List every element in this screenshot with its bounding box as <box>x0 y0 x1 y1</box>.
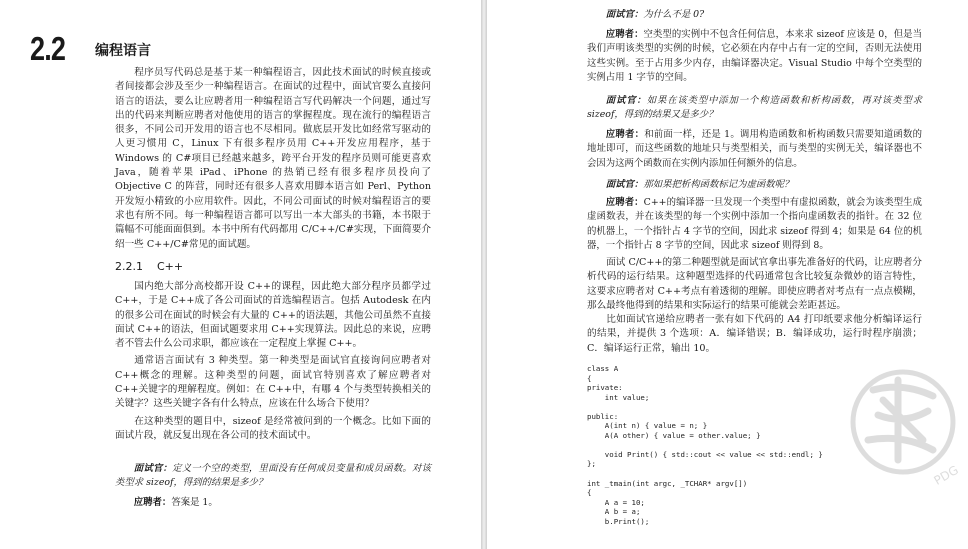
pdg-seal-watermark <box>838 360 968 490</box>
dialog-answer-3: 应聘者：和前面一样，还是 1。调用构造函数和析构函数只需要知道函数的地址即可，而这些函数的地址只与类型相关，而与类型的实例无关，编译器也不会因为这两个函数而在实例内添加任何额外的信息。 <box>587 129 922 169</box>
dialog-answer-1: 应聘者：答案是 1。 <box>133 497 218 508</box>
paragraph-4: 面试 C/C++的第二种题型就是面试官拿出事先准备好的代码，让应聘者分析代码的运行结果。这种题型选择的代码通常包含比较复杂微妙的语言特性，这要求应聘者对 C++考点有着透彻的理解。即使应聘者对考点有一点点模糊，那么最终他得到的结果和实际运行的结果可能就会差距甚远。 <box>587 257 922 311</box>
candidate-label: 应聘者： <box>133 497 172 508</box>
chapter-title: 编程语言 <box>95 43 151 59</box>
paragraph-3: 在这种类型的题目中，sizeof 是经常被问到的一个概念。比如下面的面试片段，就反复出现在各公司的技术面试中。 <box>115 415 431 441</box>
section-title: C++ <box>157 260 184 273</box>
paragraph-1: 国内绝大部分高校都开设 C++的课程，因此绝大部分程序员都学过 C++，于是 C++成了各公司面试的首选编程语言。包括 Autodesk 在内的很多公司在面试的时候会有大量的 C++的语法题，其他公司虽然不直接面试 C++的语法，但面试题要求用 C++实现算法。因此总的来说，应聘者不管去什么公司求职，都应该在一定程度上掌握 C++。 <box>115 281 431 350</box>
section-heading <box>115 260 183 273</box>
dialog-answer-2: 应聘者：空类型的实例中不包含任何信息，本来求 sizeof 应该是 0，但是当我们声明该类型的实例的时候，它必须在内存中占有一定的空间，否则无法使用这些实例。至于占用多少内存，由编译器决定。Visual Studio 中每个空类型的实例占用 1 字节的空间。 <box>587 29 922 84</box>
code-listing: class A { private: int value; public: A(int n) { value = n; } A(A other) { value = other.value; } void Print() { std::cout << value << std::endl; } }; int _tmain(int argc, _TCHAR* argv[]) { A a = 10; A b = a; b.Print(); <box>587 364 823 526</box>
section-number: 2.2.1 <box>115 260 143 273</box>
cpp-paragraphs <box>115 280 431 443</box>
dialog-question-4: 面试官：那如果把析构函数标记为虚函数呢？ <box>605 179 794 190</box>
code-question-paragraphs <box>587 256 922 356</box>
dialog-question-3: 面试官：如果在该类型中添加一个构造函数和析构函数，再对该类型求 sizeof，得到的结果又是多少？ <box>587 95 922 121</box>
dialog-question-1: 面试官：定义一个空的类型，里面没有任何成员变量和成员函数。对该类型求 sizeof，得到的结果是多少？ <box>115 463 431 489</box>
chapter-number: 2.2 <box>30 30 66 67</box>
paragraph-2: 通常语言面试有 3 种类型。第一种类型是面试官直接询问应聘者对 C++概念的理解。这种类型的问题，面试官特别喜欢了解应聘者对 C++关键字的理解程度。例如：在 C++中，有哪 4 个与类型转换相关的关键字？这些关键字各有什么特点，应该在什么场合下使用？ <box>115 355 431 410</box>
dialog-answer-4: 应聘者：C++的编译器一旦发现一个类型中有虚拟函数，就会为该类型生成虚函数表，并在该类型的每一个实例中添加一个指向虚函数表的指针。在 32 位的机器上，一个指针占 4 字节的空间，因此求 sizeof 得到 4；如果是 64 位的机器，一个指针占 8 字节的空间，因此求 sizeof 则得到 8。 <box>587 197 922 252</box>
intro-paragraph: 程序员写代码总是基于某一种编程语言，因此技术面试的时候直接或者间接都会涉及至少一种编程语言。在面试的过程中，面试官要么直接问语言的语法，要么让应聘者用一种编程语言写代码解决一个问题，通过写出的代码来判断应聘者对他使用的语言的掌握程度。现在流行的编程语言很多，不同公司开发用的语言也不尽相同。做底层开发比如经常写驱动的人更习惯用 C，Linux 下有很多程序员用 C++开发应用程序，基于 Windows 的 C#项目已经越来越多，跨平台开发的程序员则可能更喜欢 Java，随着苹果 iPad、iPhone 的热销已经有很多程序员投向了 Objective C 的阵营，同时还有很多人喜欢用脚本语言如 Perl、Python 开发短小精致的小应用软件。因此，不同公司面试的时候对编程语言的要求也有所不同。每一种编程语言都可以写出一本大部头的书籍，本书限于篇幅不可能面面俱到。本书中所有代码都用 C/C++/C#实现，下面简要介绍一些 C++/C#常见的面试题。 <box>115 67 431 250</box>
paragraph-5: 比如面试官递给应聘者一张有如下代码的 A4 打印纸要求他分析编译运行的结果，并提供 3 个选项：A．编译错误；B．编译成功，运行时程序崩溃；C．编译运行正常，输出 10。 <box>587 314 922 354</box>
dialog-question-2: 面试官：为什么不是 0? <box>605 9 705 20</box>
left-page <box>0 0 481 549</box>
watermark-label: PDG <box>931 462 961 488</box>
interviewer-label: 面试官： <box>133 463 173 474</box>
